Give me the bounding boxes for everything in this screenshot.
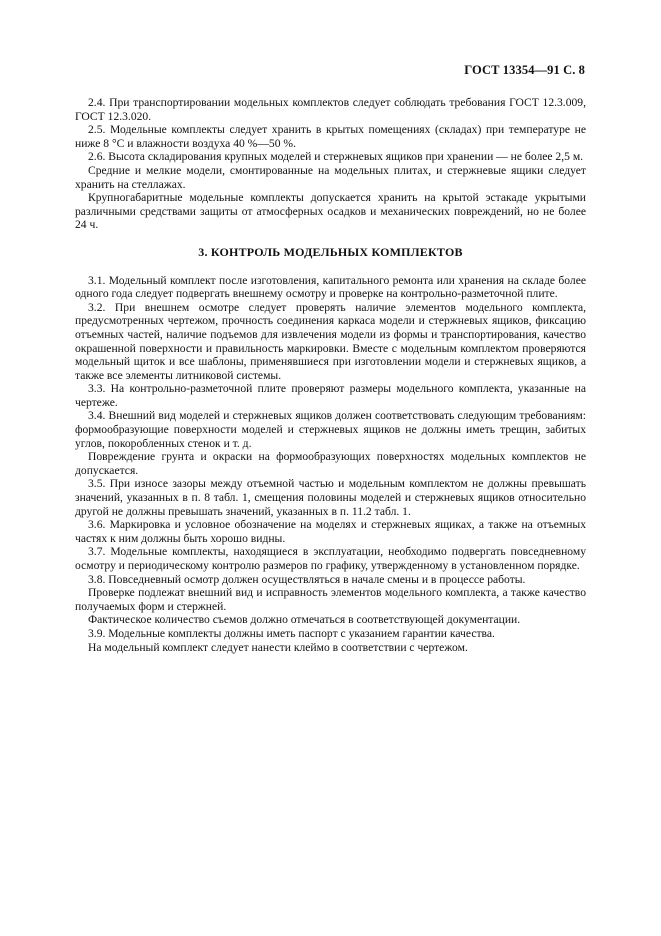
paragraph-2-6-medium-models: Средние и мелкие модели, смонтированные на модельных плитах, и стержневые ящики следует хранить на стеллажах.: [75, 163, 586, 191]
paragraph-3-9: 3.9. Модельные комплекты должны иметь паспорт с указанием гарантии качества.: [88, 626, 495, 640]
paragraph-3-5: 3.5. При износе зазоры между отъемной частью и модельным комплектом не должны превышать значений, указанных в п. 8 табл. 1, смещения половины моделей и стержневых ящиков относительно другой не должны превышать значений, указанных в п. 11.2 табл. 1.: [75, 477, 586, 518]
paragraph-3-2: 3.2. При внешнем осмотре следует проверять наличие элементов модельного комплекта, предусмотренных чертежом, прочность соединения каркаса модели и стержневых ящиков, фиксацию отъемных частей, наличие подъемов для извлечения модели из формы и транспортирования, качество окрашенной поверхности и правильность маркировки. Вместе с модельным комплектом проверяются модельный щиток и все шаблоны, применявшиеся при изготовлении модели и стержневых ящиков, а также все элементы литниковой системы.: [75, 300, 586, 382]
document-body: [75, 96, 586, 654]
paragraph-3-6: 3.6. Маркировка и условное обозначение на моделях и стержневых ящиках, а также на отъемных частях к ним должны быть хорошо видны.: [75, 518, 586, 545]
paragraph-3-8-inspection: Проверке подлежат внешний вид и исправность элементов модельного комплекта, а также качество получаемых форм и стержней.: [75, 586, 586, 613]
paragraph-3-7: 3.7. Модельные комплекты, находящиеся в эксплуатации, необходимо подвергать повседневному осмотру и периодическому контролю размеров по графику, утвержденному в установленном порядке.: [75, 545, 586, 572]
paragraph-3-8: 3.8. Повседневный осмотр должен осуществляться в начале смены и в процессе работы.: [88, 572, 526, 586]
paragraph-2-5: 2.5. Модельные комплекты следует хранить в крытых помещениях (складах) при температуре не ниже 8 °С и влажности воздуха 40 %—50 %.: [75, 123, 586, 150]
section-3-title: 3. КОНТРОЛЬ МОДЕЛЬНЫХ КОМПЛЕКТОВ: [198, 244, 463, 259]
paragraph-2-4: 2.4. При транспортировании модельных комплектов следует соблюдать требования ГОСТ 12.3.009, ГОСТ 12.3.020.: [75, 96, 586, 123]
paragraph-3-4: 3.4. Внешний вид моделей и стержневых ящиков должен соответствовать следующим требованиям: формообразующие поверхности моделей и стержневых ящиков не должны иметь трещин, забитых углов, покоробленных стенок и т. д.: [75, 409, 586, 450]
page-header: ГОСТ 13354—91 С. 8: [464, 63, 585, 77]
paragraph-2-6: 2.6. Высота складирования крупных моделей и стержневых ящиков при хранении — не более 2,5 м.: [88, 150, 584, 164]
paragraph-3-8-count: Фактическое количество съемов должно отмечаться в соответствующей документации.: [88, 613, 521, 627]
paragraph-3-9-stamp: На модельный комплект следует нанести клеймо в соответствии с чертежом.: [88, 640, 468, 654]
paragraph-3-3: 3.3. На контрольно-разметочной плите проверяют размеры модельного комплекта, указанные на чертеже.: [75, 382, 586, 409]
paragraph-3-4-damage: Повреждение грунта и окраски на формообразующих поверхностях модельных комплектов не допускается.: [75, 450, 586, 477]
paragraph-3-1: 3.1. Модельный комплект после изготовления, капитального ремонта или хранения на складе более одного года следует подвергать внешнему осмотру и проверке на контрольно-разметочной плите.: [75, 273, 586, 301]
paragraph-2-6-large-models: Крупногабаритные модельные комплекты допускается хранить на крытой эстакаде укрытыми различными средствами защиты от атмосферных осадков и механических повреждений, но не более 24 ч.: [75, 191, 586, 232]
